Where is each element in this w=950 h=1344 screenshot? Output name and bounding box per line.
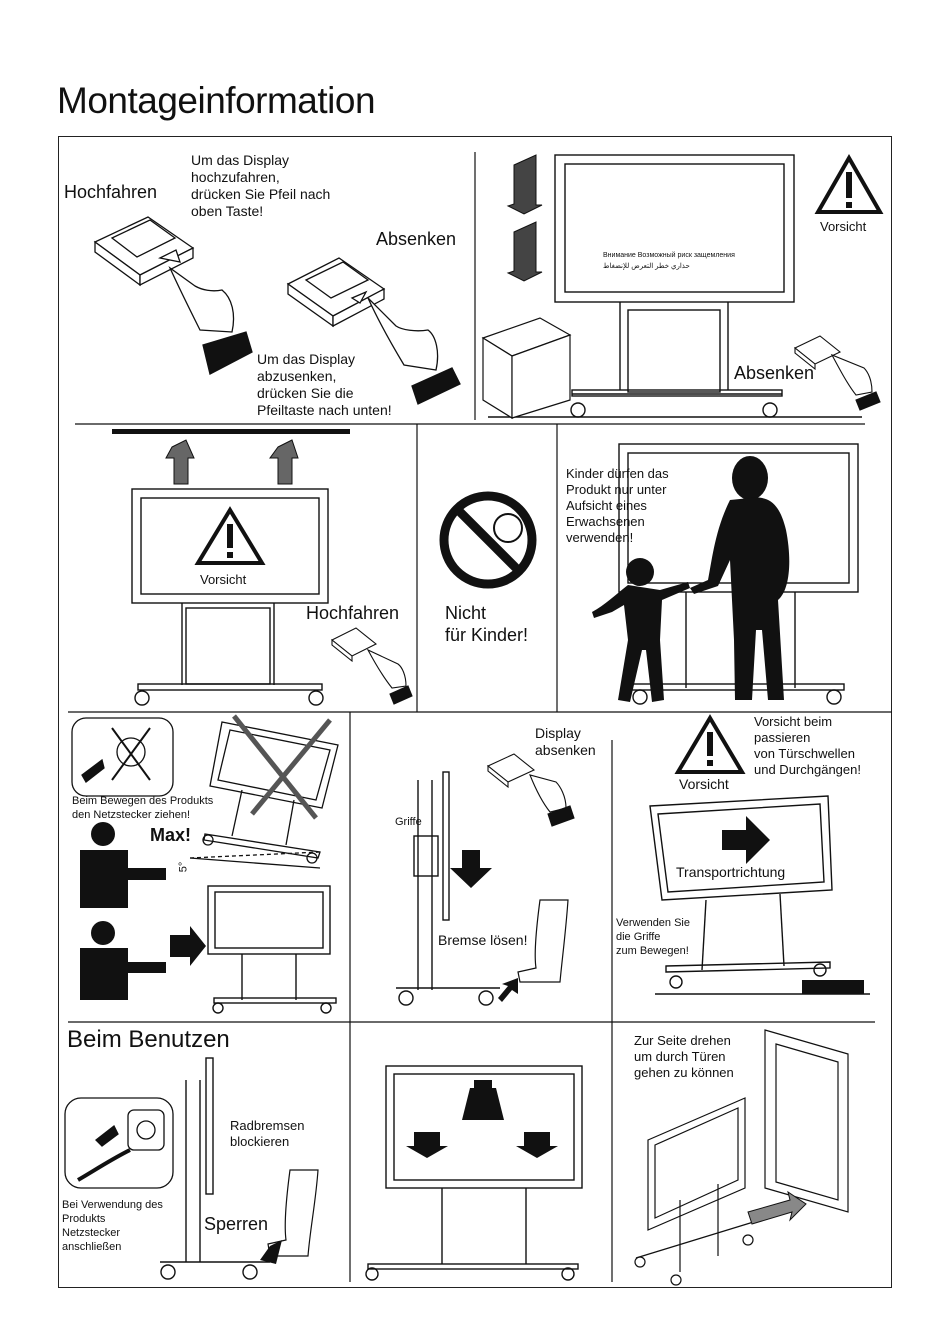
cross-icon xyxy=(234,716,330,818)
down-arrow-icon xyxy=(450,850,492,888)
ceiling-bar xyxy=(112,429,350,434)
plug-in-text: Bei Verwendung des Produkts Netzstecker anschließen xyxy=(62,1199,163,1253)
display-monitor xyxy=(650,796,870,994)
transport-direction-label: Transportrichtung xyxy=(676,864,786,880)
shipping-box xyxy=(483,318,570,418)
handles-label: Griffe xyxy=(395,816,422,828)
release-brake-label: Bremse lösen! xyxy=(438,932,528,948)
display-side-view xyxy=(396,772,500,1005)
no-children-icon xyxy=(444,496,532,584)
display-side-view xyxy=(160,1058,270,1279)
up-arrow-icon xyxy=(498,978,518,1002)
down-arrow-icon xyxy=(406,1132,558,1158)
doors-text: Zur Seite drehen um durch Türen gehen zu können xyxy=(634,1033,734,1080)
threshold-block xyxy=(802,980,864,994)
use-handles-text: Verwenden Sie die Griffe zum Bewegen! xyxy=(616,917,690,957)
tilt-angle: 5° xyxy=(177,861,190,873)
page-title: Montageinformation xyxy=(57,80,376,121)
caution-triangle-icon xyxy=(818,158,880,212)
not-for-children-text: Nicht für Kinder! xyxy=(445,603,529,645)
raise-instruction: Um das Display hochzufahren, drücken Sie Pfeil nach oben Taste! xyxy=(191,152,331,219)
display-monitor xyxy=(208,886,336,1013)
right-arrow-icon xyxy=(170,926,206,966)
unplug-icon xyxy=(72,718,173,796)
raise-label: Hochfahren xyxy=(306,603,400,623)
usage-heading: Beim Benutzen xyxy=(67,1026,230,1053)
age-range-badge: 0-6 xyxy=(457,544,484,564)
supervision-text: Kinder dürfen das Produkt nur unter Aufsicht eines Erwachsenen verwenden! xyxy=(566,466,669,545)
threshold-warning: Vorsicht beim passieren von Türschwellen und Durchgängen! xyxy=(754,714,861,777)
hand-pointer-icon xyxy=(368,650,412,704)
unplug-text: Beim Bewegen des Produkts den Netzstecker ziehen! xyxy=(72,795,214,821)
up-arrow-icon xyxy=(166,440,298,484)
caution-label: Vorsicht xyxy=(200,572,247,587)
caution-triangle-icon xyxy=(198,510,262,563)
caution-triangle-icon xyxy=(678,718,742,772)
lower-display-label: Display absenken xyxy=(535,725,596,758)
screen-warning-ru: Внимание Возможный риск защемления xyxy=(603,252,735,259)
hand-pointer-icon xyxy=(530,775,574,826)
raise-label: Hochfahren xyxy=(64,182,158,202)
right-arrow-icon xyxy=(722,816,770,864)
screen-warning-ar: حذاري خطر التعرض للإنضغاط xyxy=(603,263,690,270)
max-label: Max! xyxy=(150,825,192,845)
lock-label: Sperren xyxy=(204,1214,269,1234)
lower-instruction: Um das Display abzusenken, drücken Sie die Pfeiltaste nach unten! xyxy=(257,351,392,418)
lock-wheels-text: Radbremsen blockieren xyxy=(230,1118,305,1149)
remote-control-icon xyxy=(488,754,534,787)
hand-pointer-icon xyxy=(832,355,880,410)
caution-label: Vorsicht xyxy=(679,776,729,792)
down-arrow-icon xyxy=(508,155,542,281)
remote-control-down-icon xyxy=(288,258,384,326)
lower-label: Absenken xyxy=(734,363,815,383)
lower-label: Absenken xyxy=(376,229,457,249)
person-icon xyxy=(80,822,166,1000)
plug-in-icon xyxy=(65,1098,173,1188)
weight-icon xyxy=(462,1080,504,1120)
leg-foot-icon xyxy=(268,1170,318,1256)
remote-control-icon xyxy=(332,628,376,661)
hand-pointer-icon xyxy=(170,268,252,374)
caution-label: Vorsicht xyxy=(820,219,867,234)
